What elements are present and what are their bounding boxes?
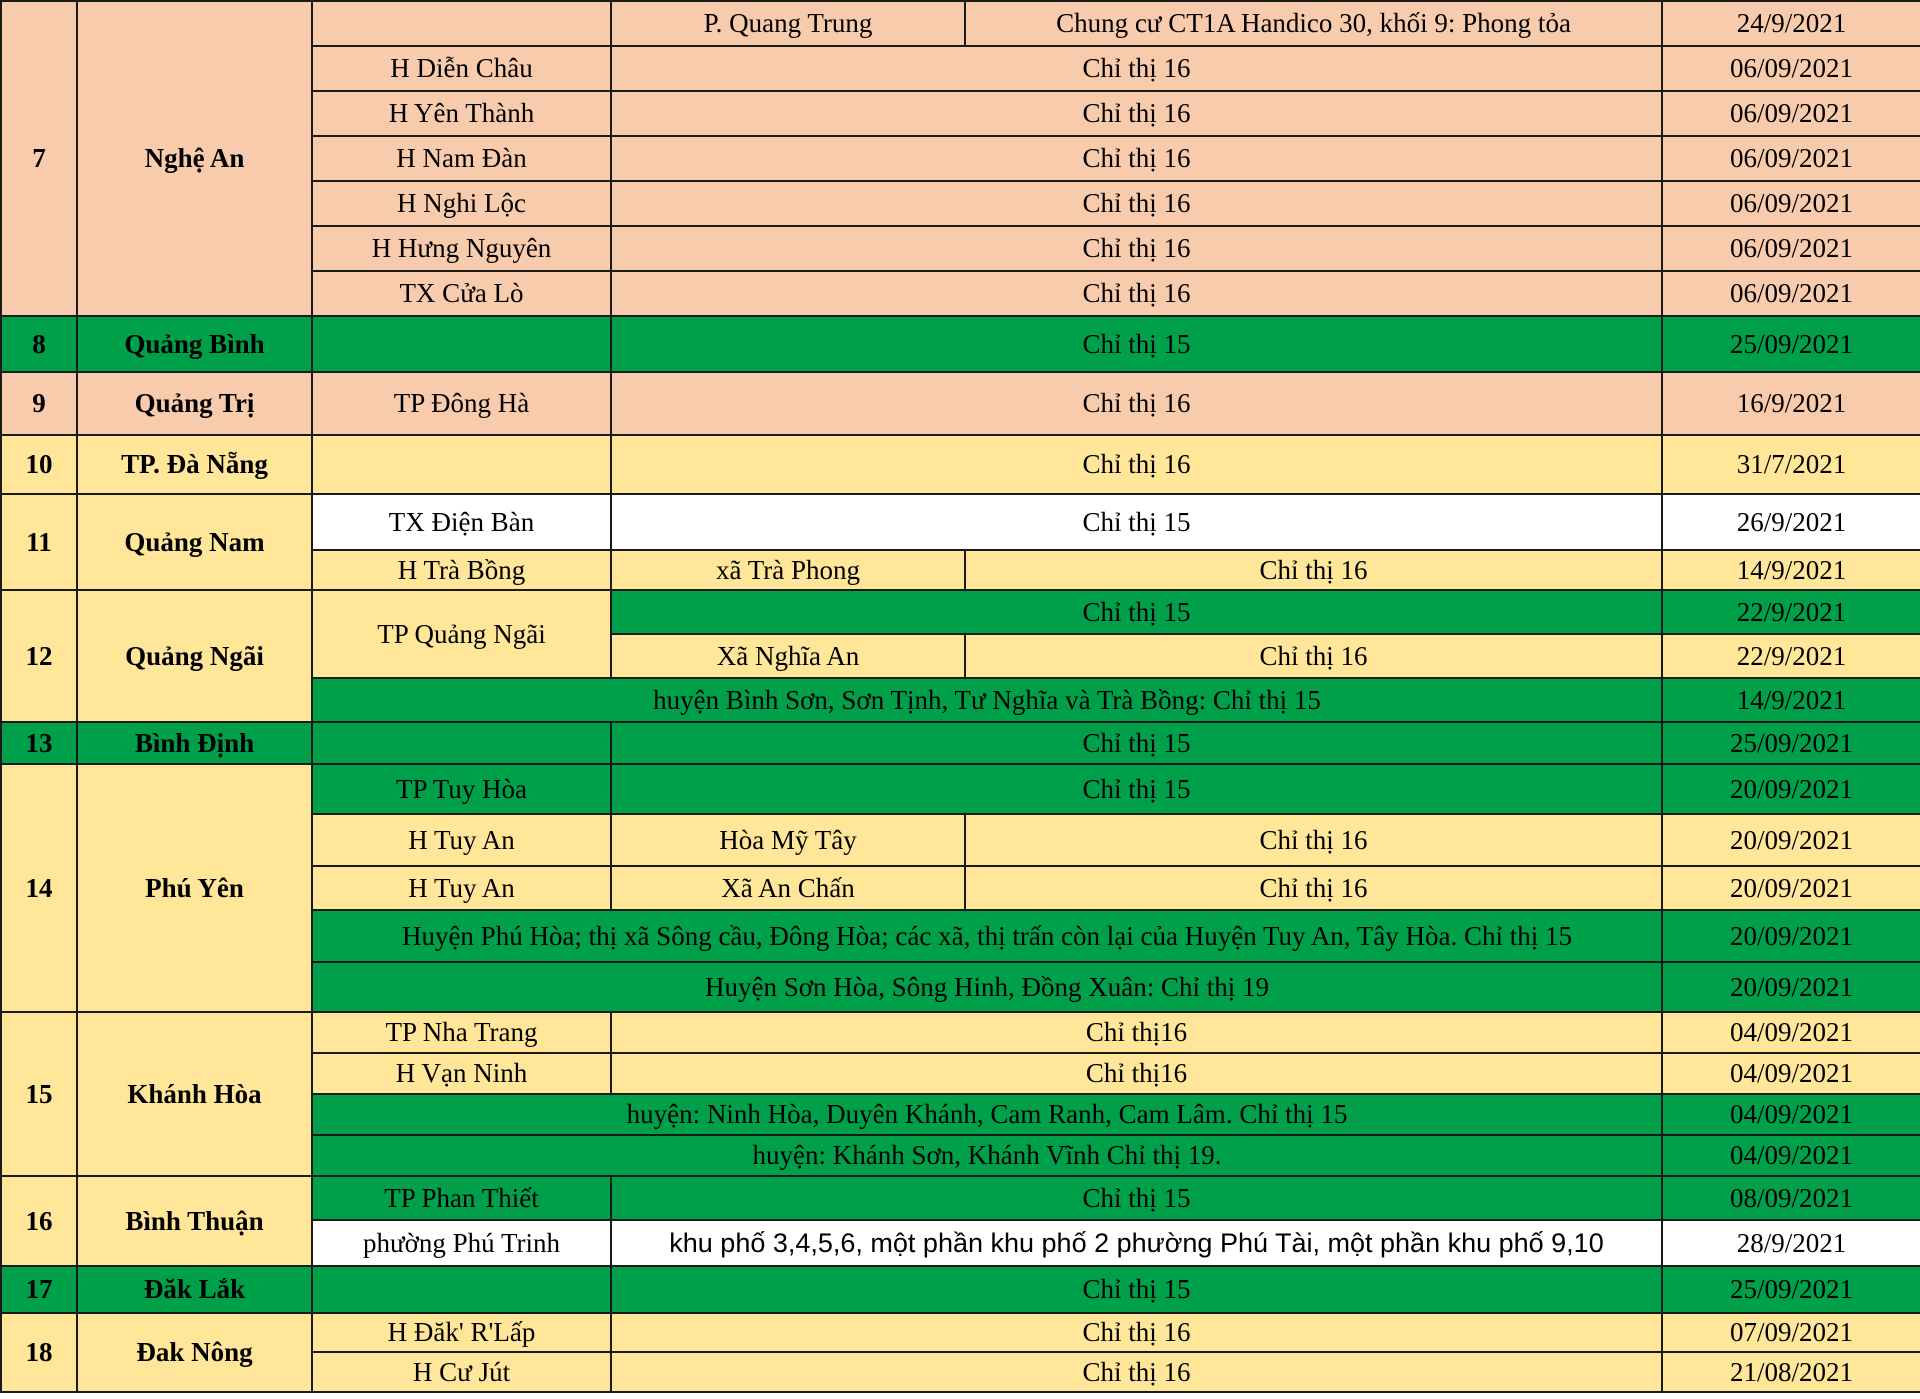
date-cell: 22/9/2021 [1662,590,1920,634]
measure-cell: Chỉ thị 15 [611,764,1662,814]
district-cell [312,722,611,764]
measure-cell: Chỉ thị 16 [611,226,1662,271]
district-cell: H Yên Thành [312,91,611,136]
province-name: Khánh Hòa [77,1012,312,1176]
district-cell [312,316,611,372]
ward-cell: xã Trà Phong [611,550,965,590]
date-cell: 06/09/2021 [1662,46,1920,91]
date-cell: 24/9/2021 [1662,1,1920,46]
measure-cell: Chỉ thị16 [611,1053,1662,1094]
date-cell: 20/09/2021 [1662,910,1920,962]
province-name: Đăk Lắk [77,1266,312,1313]
row-index: 18 [1,1313,77,1392]
district-cell: H Diễn Châu [312,46,611,91]
measure-cell: Chỉ thị 16 [611,372,1662,435]
date-cell: 16/9/2021 [1662,372,1920,435]
ward-cell: P. Quang Trung [611,1,965,46]
date-cell: 31/7/2021 [1662,435,1920,494]
measure-cell: khu phố 3,4,5,6, một phần khu phố 2 phường Phú Tài, một phần khu phố 9,10 [611,1220,1662,1266]
measure-cell: huyện: Ninh Hòa, Duyên Khánh, Cam Ranh, Cam Lâm. Chỉ thị 15 [312,1094,1662,1135]
date-cell: 28/9/2021 [1662,1220,1920,1266]
table-row [1,372,1920,435]
measure-cell: Chỉ thị 15 [611,1266,1662,1313]
measure-cell: Chỉ thị 16 [965,634,1662,678]
district-cell [312,435,611,494]
province-name: Quảng Trị [77,372,312,435]
measure-cell: Chỉ thị 16 [965,814,1662,866]
row-index: 8 [1,316,77,372]
date-cell: 25/09/2021 [1662,722,1920,764]
measure-cell: Chỉ thị16 [611,1012,1662,1053]
district-cell: TP Tuy Hòa [312,764,611,814]
row-index: 10 [1,435,77,494]
table-row [1,1266,1920,1313]
measure-cell: Chỉ thị 15 [611,722,1662,764]
district-cell: H Tuy An [312,866,611,910]
date-cell: 04/09/2021 [1662,1094,1920,1135]
date-cell: 06/09/2021 [1662,226,1920,271]
province-name: Phú Yên [77,764,312,1012]
measure-cell: Huyện Sơn Hòa, Sông Hinh, Đồng Xuân: Chỉ thị 19 [312,962,1662,1012]
date-cell: 22/9/2021 [1662,634,1920,678]
district-cell: H Vạn Ninh [312,1053,611,1094]
measure-cell: Chỉ thị 16 [611,46,1662,91]
date-cell: 06/09/2021 [1662,136,1920,181]
table-row [1,1,1920,46]
table-row [1,494,1920,550]
district-cell: phường Phú Trinh [312,1220,611,1266]
district-cell: H Nam Đàn [312,136,611,181]
table-row [1,435,1920,494]
province-name: Quảng Ngãi [77,590,312,722]
measure-cell: huyện Bình Sơn, Sơn Tịnh, Tư Nghĩa và Trà Bồng: Chỉ thị 15 [312,678,1662,722]
date-cell: 20/09/2021 [1662,866,1920,910]
district-cell: H Nghi Lộc [312,181,611,226]
date-cell: 06/09/2021 [1662,91,1920,136]
date-cell: 20/09/2021 [1662,764,1920,814]
province-name: Đak Nông [77,1313,312,1392]
measure-cell: Chỉ thị 16 [611,91,1662,136]
district-cell: TP Quảng Ngãi [312,590,611,678]
row-index: 15 [1,1012,77,1176]
date-cell: 20/09/2021 [1662,962,1920,1012]
province-name: Bình Định [77,722,312,764]
district-cell: TP Phan Thiết [312,1176,611,1220]
measure-cell: Huyện Phú Hòa; thị xã Sông cầu, Đông Hòa; các xã, thị trấn còn lại của Huyện Tuy An, Tây Hòa. Chỉ thị 15 [312,910,1662,962]
table-row [1,764,1920,814]
district-cell [312,1266,611,1313]
province-name: TP. Đà Nẵng [77,435,312,494]
measure-cell: Chỉ thị 16 [611,136,1662,181]
date-cell: 20/09/2021 [1662,814,1920,866]
ward-cell: Hòa Mỹ Tây [611,814,965,866]
province-name: Nghệ An [77,1,312,316]
district-cell: TX Điện Bàn [312,494,611,550]
province-name: Quảng Nam [77,494,312,590]
date-cell: 04/09/2021 [1662,1012,1920,1053]
table-row [1,590,1920,634]
row-index: 17 [1,1266,77,1313]
district-cell: H Đăk' R'Lấp [312,1313,611,1352]
date-cell: 06/09/2021 [1662,271,1920,316]
date-cell: 14/9/2021 [1662,678,1920,722]
row-index: 11 [1,494,77,590]
measure-cell: Chỉ thị 16 [611,1313,1662,1352]
row-index: 14 [1,764,77,1012]
district-cell: TP Đông Hà [312,372,611,435]
measure-cell: Chỉ thị 16 [611,181,1662,226]
date-cell: 04/09/2021 [1662,1053,1920,1094]
district-cell: H Cư Jút [312,1352,611,1392]
province-name: Quảng Bình [77,316,312,372]
date-cell: 06/09/2021 [1662,181,1920,226]
measure-cell: Chỉ thị 16 [611,1352,1662,1392]
measure-cell: Chỉ thị 16 [611,435,1662,494]
date-cell: 07/09/2021 [1662,1313,1920,1352]
measure-cell: Chung cư CT1A Handico 30, khối 9: Phong tỏa [965,1,1662,46]
date-cell: 08/09/2021 [1662,1176,1920,1220]
date-cell: 04/09/2021 [1662,1135,1920,1176]
measure-cell: huyện: Khánh Sơn, Khánh Vĩnh Chỉ thị 19. [312,1135,1662,1176]
ward-cell: Xã An Chấn [611,866,965,910]
province-name: Bình Thuận [77,1176,312,1266]
date-cell: 26/9/2021 [1662,494,1920,550]
date-cell: 25/09/2021 [1662,1266,1920,1313]
ward-cell: Xã Nghĩa An [611,634,965,678]
row-index: 13 [1,722,77,764]
measure-cell: Chỉ thị 15 [611,316,1662,372]
measure-cell: Chỉ thị 16 [965,866,1662,910]
district-cell: H Trà Bồng [312,550,611,590]
table-row [1,722,1920,764]
table-row [1,1176,1920,1220]
measure-cell: Chỉ thị 15 [611,1176,1662,1220]
measure-cell: Chỉ thị 16 [965,550,1662,590]
table-row [1,1012,1920,1053]
measure-cell: Chỉ thị 15 [611,494,1662,550]
district-cell: TP Nha Trang [312,1012,611,1053]
row-index: 12 [1,590,77,722]
date-cell: 25/09/2021 [1662,316,1920,372]
row-index: 7 [1,1,77,316]
measure-cell: Chỉ thị 15 [611,590,1662,634]
district-cell: TX Cửa Lò [312,271,611,316]
row-index: 16 [1,1176,77,1266]
district-cell: H Tuy An [312,814,611,866]
district-cell [312,1,611,46]
row-index: 9 [1,372,77,435]
district-cell: H Hưng Nguyên [312,226,611,271]
table-row [1,1313,1920,1352]
table-row [1,316,1920,372]
measure-cell: Chỉ thị 16 [611,271,1662,316]
date-cell: 14/9/2021 [1662,550,1920,590]
date-cell: 21/08/2021 [1662,1352,1920,1392]
